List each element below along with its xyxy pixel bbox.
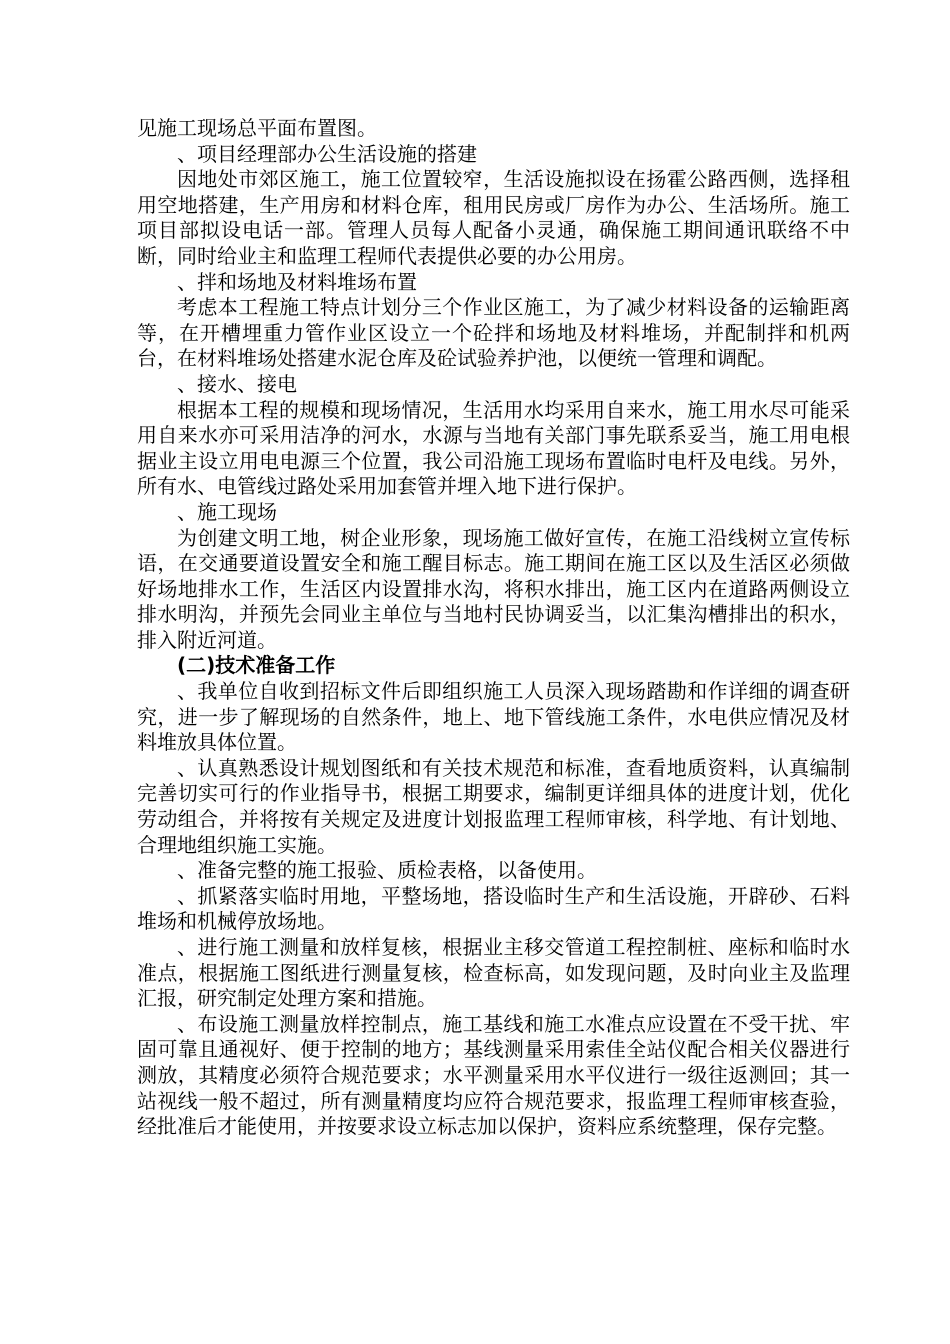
paragraph-office-facilities: 因地处市郊区施工，施工位置较窄，生活设施拟设在扬霍公路西侧，选择租用空地搭建，生产用房和材料仓库，租用民房或厂房作为办公、生活场所。施工项目部拟设电话一部。管理人员每人配备小灵通，确保施工期间通讯联络不中断，同时给业主和监理工程师代表提供必要的办公用房。	[137, 167, 850, 268]
paragraph-site-plan-ref: 见施工现场总平面布置图。	[137, 116, 377, 140]
paragraph-tech-prep-1: 、我单位自收到招标文件后即组织施工人员深入现场踏勘和作详细的调查研究，进一步了解现场的自然条件，地上、地下管线施工条件，水电供应情况及材料堆放具体位置。	[137, 679, 850, 755]
paragraph-construction-site: 为创建文明工地，树企业形象，现场施工做好宣传，在施工沿线树立宣传标语，在交通要道设置安全和施工醒目标志。施工期间在施工区以及生活区必须做好场地排水工作，生活区内设置排水沟，将积水排出，施工区内在道路两侧设立排水明沟，并预先会同业主单位与当地村民协调妥当，以汇集沟槽排出的积水，排入附近河道。	[137, 525, 850, 652]
heading-mixing-yard: 、拌和场地及材料堆场布置	[177, 269, 417, 294]
document-page	[137, 116, 850, 1140]
paragraph-tech-prep-4: 、抓紧落实临时用地，平整场地，搭设临时生产和生活设施，开辟砂、石料堆场和机械停放场地。	[137, 883, 850, 934]
heading-construction-site: 、施工现场	[177, 499, 277, 524]
paragraph-water-power: 根据本工程的规模和现场情况，生活用水均采用自来水，施工用水尽可能采用自来水亦可采用洁净的河水，水源与当地有关部门事先联系妥当，施工用电根据业主设立用电电源三个位置，我公司沿施工现场布置临时电杆及电线。另外，所有水、电管线过路处采用加套管并埋入地下进行保护。	[137, 397, 850, 499]
section-heading-technical-prep: (二)技术准备工作	[177, 653, 336, 678]
heading-office-facilities: 、项目经理部办公生活设施的搭建	[177, 141, 477, 166]
paragraph-tech-prep-5: 、进行施工测量和放样复核，根据业主移交管道工程控制桩、座标和临时水准点，根据施工图纸进行测量复核，检查标高，如发现问题，及时向业主及监理汇报，研究制定处理方案和措施。	[137, 935, 850, 1011]
paragraph-tech-prep-3: 、准备完整的施工报验、质检表格，以备使用。	[177, 858, 597, 883]
paragraph-tech-prep-2: 、认真熟悉设计规划图纸和有关技术规范和标准，查看地质资料，认真编制完善切实可行的作业指导书，根据工期要求，编制更详细具体的进度计划，优化劳动组合，并将按有关规定及进度计划报监理工程师审核，科学地、有计划地、合理地组织施工实施。	[137, 755, 850, 857]
paragraph-tech-prep-6: 、布设施工测量放样控制点，施工基线和施工水准点应设置在不受干扰、牢固可靠且通视好、便于控制的地方；基线测量采用索佳全站仪配合相关仪器进行测放，其精度必须符合规范要求；水平测量采用水平仪进行一级往返测回；其一站视线一般不超过，所有测量精度均应符合规范要求，报监理工程师审核查验，经批准后才能使用，并按要求设立标志加以保护，资料应系统整理，保存完整。	[137, 1011, 850, 1139]
heading-water-power: 、接水、接电	[177, 371, 297, 396]
paragraph-mixing-yard: 考虑本工程施工特点计划分三个作业区施工，为了减少材料设备的运输距离等，在开槽埋重力管作业区设立一个砼拌和场地及材料堆场，并配制拌和机两台，在材料堆场处搭建水泥仓库及砼试验养护池，以便统一管理和调配。	[137, 295, 850, 371]
